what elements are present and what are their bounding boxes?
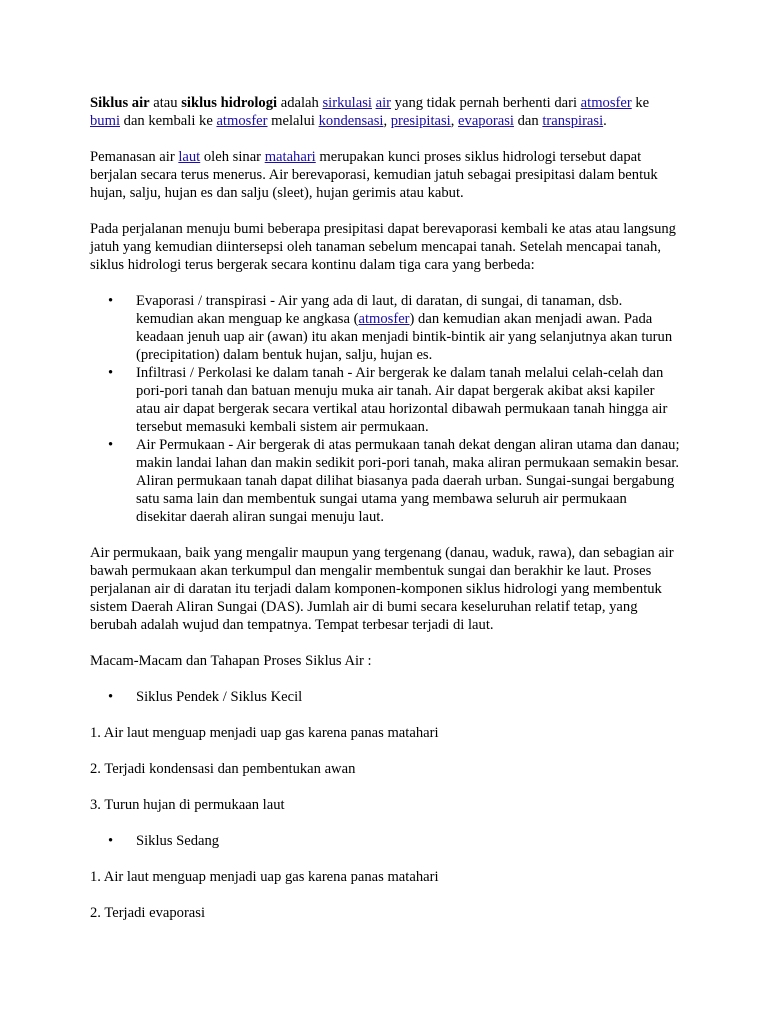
text: yang tidak pernah berhenti dari bbox=[391, 95, 581, 111]
link-sirkulasi[interactable]: sirkulasi bbox=[322, 95, 372, 111]
list-item-siklus-pendek: • Siklus Pendek / Siklus Kecil bbox=[136, 688, 680, 706]
link-matahari[interactable]: matahari bbox=[264, 149, 316, 165]
medium-cycle-step-1: 1. Air laut menguap menjadi uap gas karena panas matahari bbox=[90, 869, 439, 885]
term-siklus-hidrologi: siklus hidrologi bbox=[181, 95, 278, 111]
precipitation-paragraph: Pada perjalanan menuju bumi beberapa presipitasi dapat berevaporasi kembali ke atas atau langsung jatuh yang kemudian diintersepsi oleh tanaman sebelum mencapai tanah. Setelah mencapai tanah, siklus hidrologi terus bergerak secara kontinu dalam tiga cara yang berbeda: bbox=[90, 221, 676, 273]
short-cycle-list bbox=[90, 688, 680, 706]
short-cycle-step-1: 1. Air laut menguap menjadi uap gas karena panas matahari bbox=[90, 725, 439, 741]
heating-paragraph bbox=[90, 148, 680, 202]
link-bumi[interactable]: bumi bbox=[90, 113, 120, 129]
short-cycle-step-2: 2. Terjadi kondensasi dan pembentukan awan bbox=[90, 761, 356, 777]
medium-cycle-list bbox=[90, 832, 680, 850]
types-heading: Macam-Macam dan Tahapan Proses Siklus Air : bbox=[90, 653, 372, 669]
link-atmosfer[interactable]: atmosfer bbox=[580, 95, 632, 111]
list-item-evaporasi bbox=[136, 292, 680, 364]
list-item-siklus-sedang: • Siklus Sedang bbox=[136, 832, 680, 850]
text: Evaporasi / transpirasi - Air yang ada di laut, di daratan, di sungai, di tanaman, dsb. kemudian akan menguap ke angkasa ( bbox=[136, 293, 623, 327]
list-item-air-permukaan: • Air Permukaan - Air bergerak di atas permukaan tanah dekat dengan aliran utama dan danau; makin landai lahan dan makin sedikit pori-pori tanah, maka aliran permukaan semakin besar. Aliran permukaan tanah dapat dilihat biasanya pada daerah urban. Sungai-sungai bergabung satu sama lain dan membentuk sungai utama yang membawa seluruh air permukaan disekitar daerah aliran sungai menuju laut. bbox=[136, 436, 680, 526]
link-atmosfer-3[interactable]: atmosfer bbox=[358, 311, 410, 327]
surface-water-paragraph: Air permukaan, baik yang mengalir maupun yang tergenang (danau, waduk, rawa), dan sebagian air bawah permukaan akan terkumpul dan mengalir membentuk sungai dan berakhir ke laut. Proses perjalanan air di daratan itu terjadi dalam komponen-komponen siklus hidrologi yang membentuk sistem Daerah Aliran Sungai (DAS). Jumlah air di bumi secara keseluruhan relatif tetap, yang berubah adalah wujud dan tempatnya. Tempat terbesar terjadi di laut. bbox=[90, 545, 674, 633]
three-ways-list bbox=[90, 292, 680, 526]
text: atau bbox=[149, 95, 182, 111]
link-air[interactable]: air bbox=[375, 95, 392, 111]
link-evaporasi[interactable]: evaporasi bbox=[458, 113, 514, 129]
link-atmosfer-2[interactable]: atmosfer bbox=[216, 113, 268, 129]
medium-cycle-step-2: 2. Terjadi evaporasi bbox=[90, 905, 206, 921]
text: ke bbox=[631, 95, 650, 111]
text: merupakan kunci proses siklus hidrologi tersebut dapat berjalan secara terus menerus. Air berevaporasi, kemudian jatuh sebagai presipitasi dalam bentuk hujan, salju, hujan es dan salju (sleet), hujan gerimis atau kabut. bbox=[90, 149, 658, 201]
text: adalah bbox=[277, 95, 323, 111]
list-item-infiltrasi: • Infiltrasi / Perkolasi ke dalam tanah - Air bergerak ke dalam tanah melalui celah-celah dan pori-pori tanah dan batuan menuju muka air tanah. Air dapat bergerak akibat aksi kapiler atau air dapat bergerak secara vertikal atau horizontal dibawah permukaan tanah hingga air tersebut memasuki kembali sistem air permukaan. bbox=[136, 364, 680, 436]
text: , bbox=[450, 113, 459, 129]
short-cycle-step-3: 3. Turun hujan di permukaan laut bbox=[90, 797, 285, 813]
text: . bbox=[603, 113, 607, 129]
document-page bbox=[90, 94, 680, 940]
text: oleh sinar bbox=[200, 149, 265, 165]
text: melalui bbox=[267, 113, 319, 129]
text: dan kembali ke bbox=[120, 113, 217, 129]
link-kondensasi[interactable]: kondensasi bbox=[318, 113, 384, 129]
term-siklus-air: Siklus air bbox=[90, 95, 150, 111]
link-laut[interactable]: laut bbox=[178, 149, 201, 165]
text: Pemanasan air bbox=[90, 149, 179, 165]
text: , bbox=[383, 113, 391, 129]
intro-paragraph bbox=[90, 94, 680, 130]
link-transpirasi[interactable]: transpirasi bbox=[542, 113, 604, 129]
text: ) dan kemudian akan menjadi awan. Pada keadaan jenuh uap air (awan) itu akan menjadi bintik-bintik air yang selanjutnya akan turun (precipitation) dalam bentuk hujan, salju, hujan es. bbox=[136, 311, 673, 363]
link-presipitasi[interactable]: presipitasi bbox=[390, 113, 451, 129]
text: dan bbox=[513, 113, 543, 129]
